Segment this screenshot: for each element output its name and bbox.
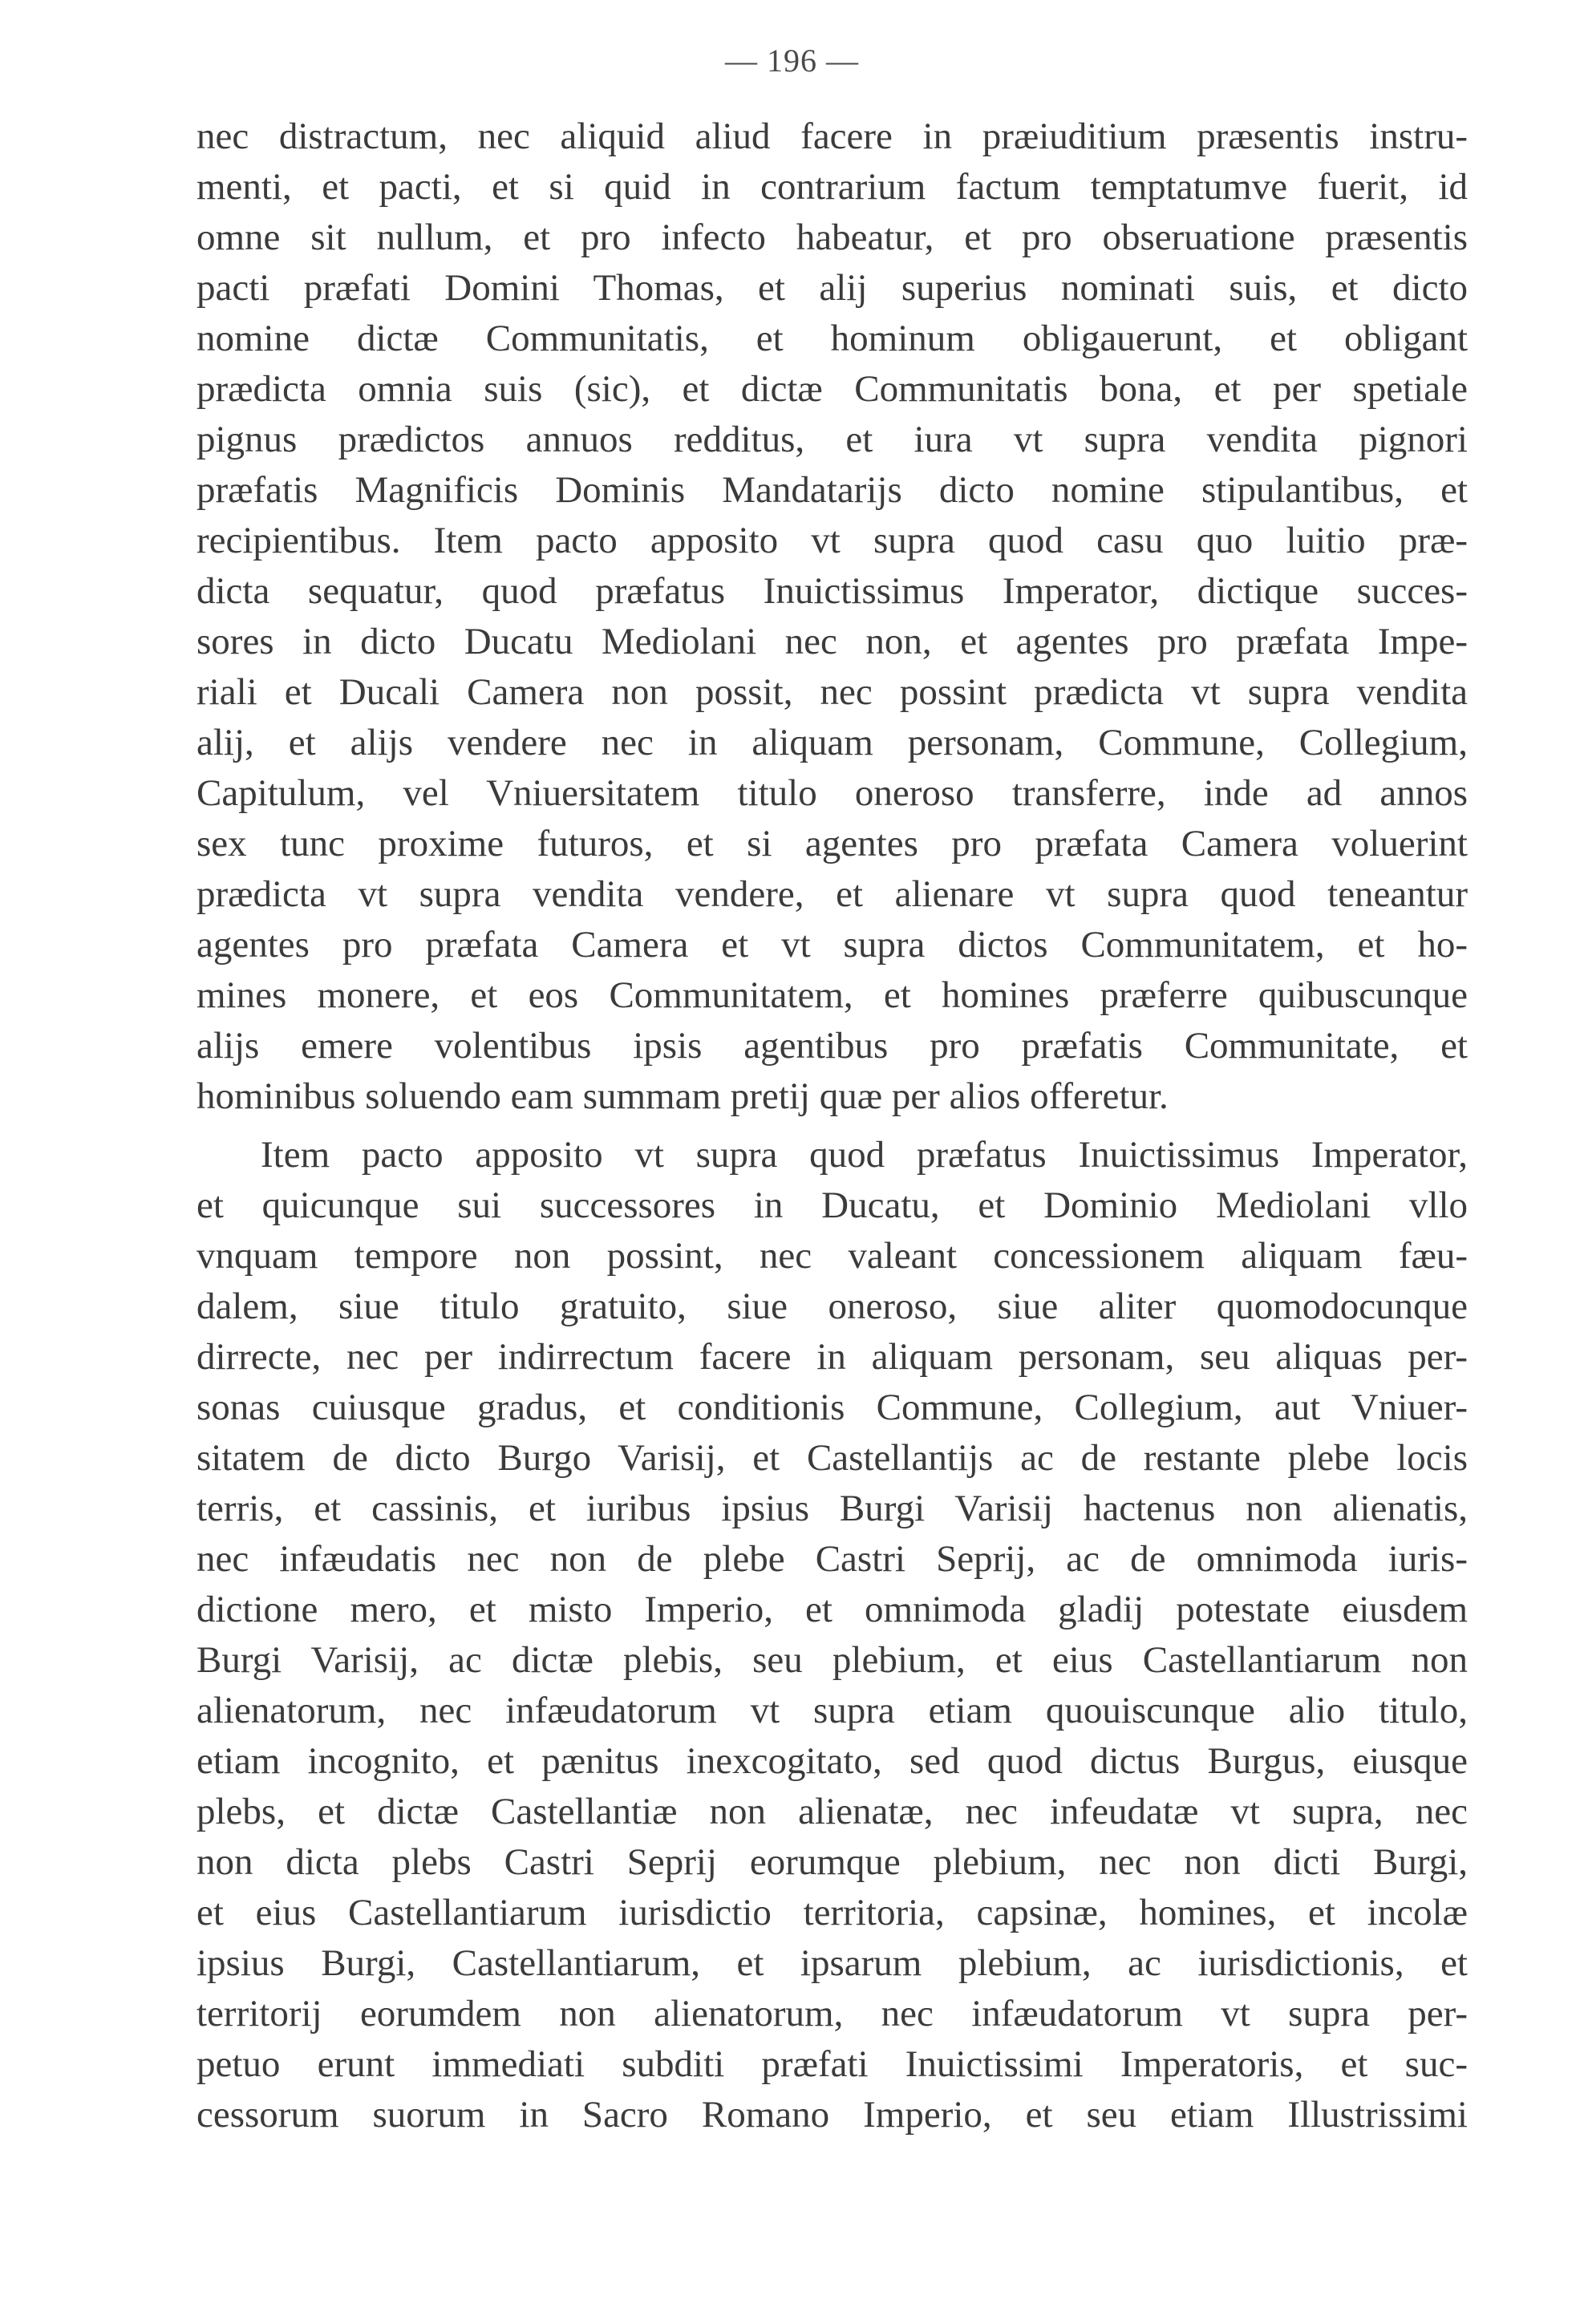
text-line: riali et Ducali Camera non possit, nec possint prædicta vt supra vendita bbox=[196, 671, 1468, 713]
text-line: dalem, siue titulo gratuito, siue oneroso, siue aliter quomodocunque bbox=[196, 1285, 1468, 1327]
text-line: sonas cuiusque gradus, et conditionis Commune, Collegium, aut Vniuer- bbox=[196, 1387, 1468, 1428]
text-line: præfatis Magnificis Dominis Mandatarijs dicto nomine stipulantibus, et bbox=[196, 469, 1468, 511]
text-line: alijs emere volentibus ipsis agentibus pro præfatis Communitate, et bbox=[196, 1025, 1468, 1067]
text-line: mines monere, et eos Communitatem, et homines præferre quibuscunque bbox=[196, 974, 1468, 1016]
text-line: terris, et cassinis, et iuribus ipsius Burgi Varisij hactenus non alienatis, bbox=[196, 1488, 1468, 1529]
text-line: non dicta plebs Castri Seprij eorumque plebium, nec non dicti Burgi, bbox=[196, 1841, 1468, 1883]
text-line: hominibus soluendo eam summam pretij quæ per alios offeretur. bbox=[196, 1075, 1169, 1117]
text-line: omne sit nullum, et pro infecto habeatur, et pro obseruatione præsentis bbox=[196, 217, 1468, 258]
text-line: menti, et pacti, et si quid in contrarium factum temptatumve fuerit, id bbox=[196, 166, 1468, 208]
text-line: ipsius Burgi, Castellantiarum, et ipsarum plebium, ac iurisdictionis, et bbox=[196, 1942, 1468, 1984]
text-line: petuo erunt immediati subditi præfati Inuictissimi Imperatoris, et suc- bbox=[196, 2043, 1468, 2085]
text-line: prædicta vt supra vendita vendere, et alienare vt supra quod teneantur bbox=[196, 873, 1468, 915]
text-line: agentes pro præfata Camera et vt supra dictos Communitatem, et ho- bbox=[196, 924, 1468, 966]
paragraph-start-line: Item pacto apposito vt supra quod præfatus Inuictissimus Imperator, bbox=[261, 1134, 1468, 1176]
text-line: alij, et alijs vendere nec in aliquam personam, Commune, Collegium, bbox=[196, 722, 1468, 763]
text-line: nomine dictæ Communitatis, et hominum obligauerunt, et obligant bbox=[196, 318, 1468, 359]
text-line: plebs, et dictæ Castellantiæ non alienatæ, nec infeudatæ vt supra, nec bbox=[196, 1791, 1468, 1832]
text-line: nec distractum, nec aliquid aliud facere in præiuditium præsentis instru- bbox=[196, 115, 1468, 157]
text-line: nec infæudatis nec non de plebe Castri Seprij, ac de omnimoda iuris- bbox=[196, 1538, 1468, 1580]
text-line: et quicunque sui successores in Ducatu, et Dominio Mediolani vllo bbox=[196, 1184, 1468, 1226]
text-line: sores in dicto Ducatu Mediolani nec non, et agentes pro præfata Impe- bbox=[196, 621, 1468, 662]
text-line: Burgi Varisij, ac dictæ plebis, seu plebium, et eius Castellantiarum non bbox=[196, 1639, 1468, 1681]
text-line: et eius Castellantiarum iurisdictio territoria, capsinæ, homines, et incolæ bbox=[196, 1892, 1468, 1933]
text-line: pignus prædictos annuos redditus, et iura vt supra vendita pignori bbox=[196, 419, 1468, 460]
page-number: — 196 — bbox=[725, 43, 859, 79]
text-line: sitatem de dicto Burgo Varisij, et Castellantijs ac de restante plebe locis bbox=[196, 1437, 1468, 1479]
text-line: recipientibus. Item pacto apposito vt supra quod casu quo luitio præ- bbox=[196, 520, 1468, 561]
text-line: Capitulum, vel Vniuersitatem titulo oneroso transferre, inde ad annos bbox=[196, 772, 1468, 814]
text-line: dictione mero, et misto Imperio, et omnimoda gladij potestate eiusdem bbox=[196, 1589, 1468, 1630]
text-line: vnquam tempore non possint, nec valeant concessionem aliquam fæu- bbox=[196, 1235, 1468, 1277]
text-line: alienatorum, nec infæudatorum vt supra etiam quouiscunque alio titulo, bbox=[196, 1690, 1468, 1731]
text-line: sex tunc proxime futuros, et si agentes pro præfata Camera voluerint bbox=[196, 823, 1468, 864]
text-line: pacti præfati Domini Thomas, et alij superius nominati suis, et dicto bbox=[196, 267, 1468, 309]
text-line: dicta sequatur, quod præfatus Inuictissimus Imperator, dictique succes- bbox=[196, 570, 1468, 612]
text-line: cessorum suorum in Sacro Romano Imperio, et seu etiam Illustrissimi bbox=[196, 2094, 1468, 2136]
text-line: dirrecte, nec per indirrectum facere in aliquam personam, seu aliquas per- bbox=[196, 1336, 1468, 1378]
text-line: territorij eorumdem non alienatorum, nec infæudatorum vt supra per- bbox=[196, 1993, 1468, 2035]
text-line: etiam incognito, et pænitus inexcogitato, sed quod dictus Burgus, eiusque bbox=[196, 1740, 1468, 1782]
text-line: prædicta omnia suis (sic), et dictæ Communitatis bona, et per spetiale bbox=[196, 368, 1468, 410]
